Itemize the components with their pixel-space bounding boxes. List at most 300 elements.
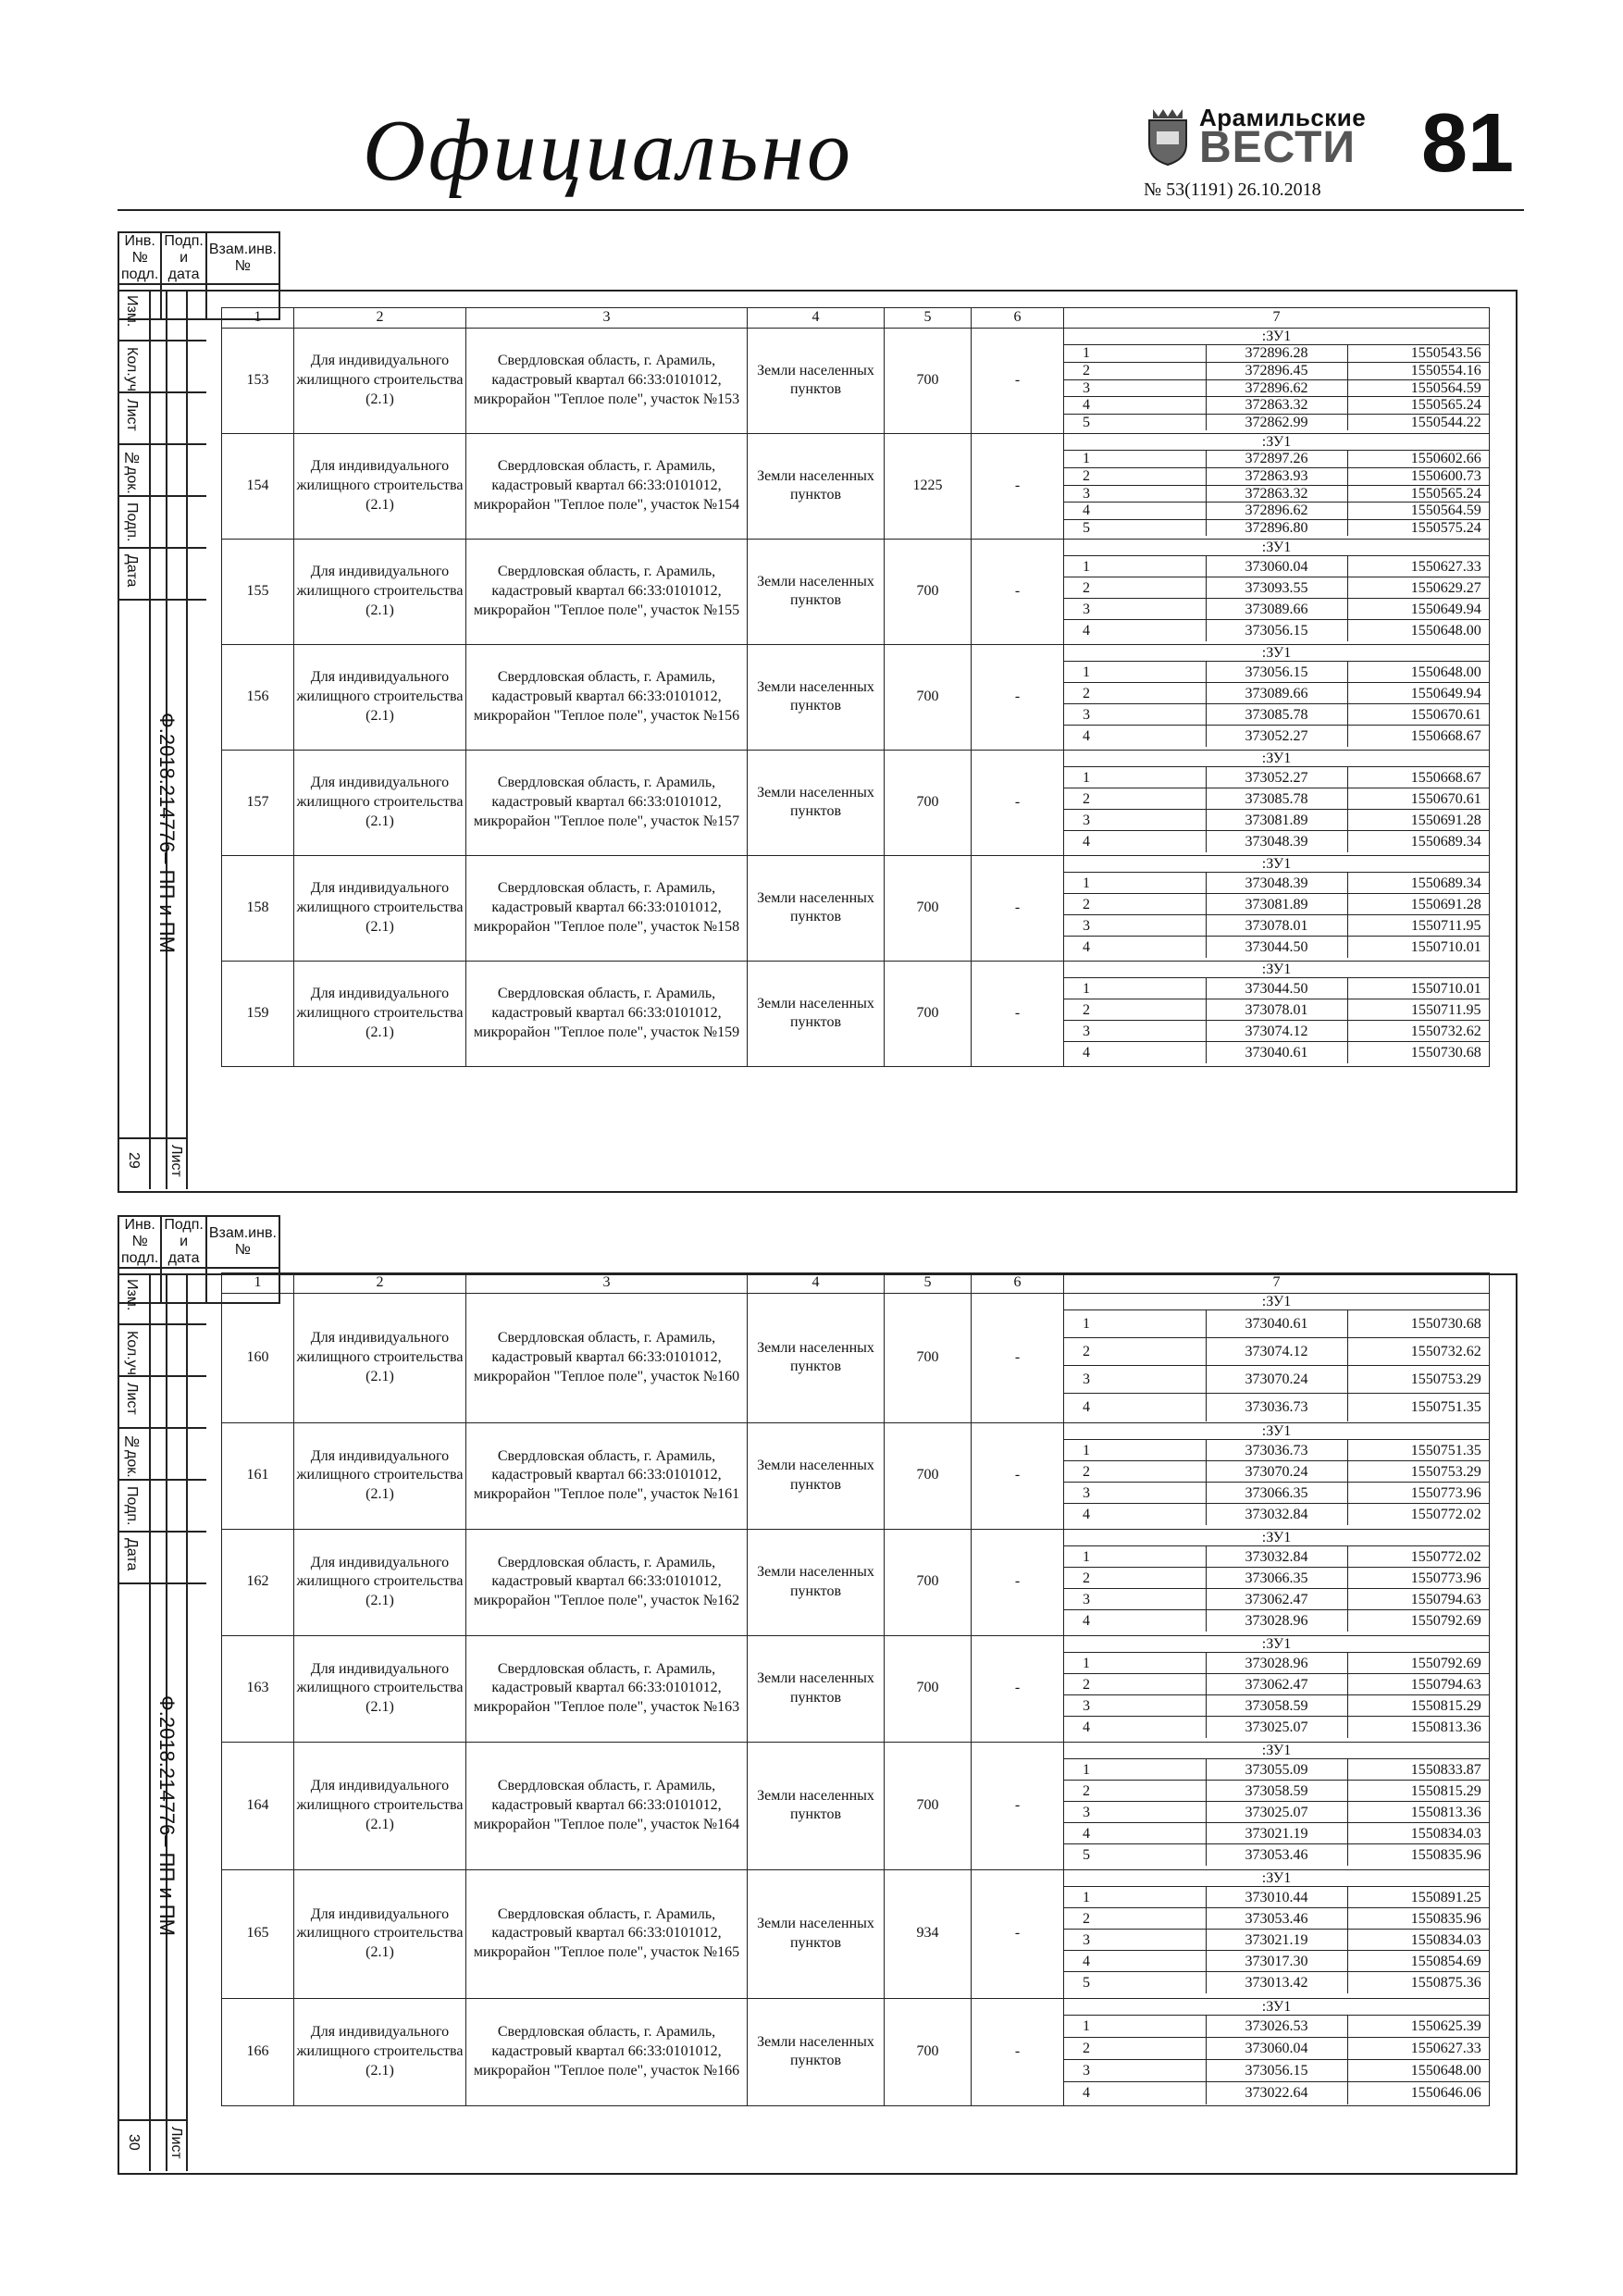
point-y: 1550815.29 xyxy=(1347,1781,1489,1802)
point-index: 4 xyxy=(1064,1504,1206,1525)
point-x: 373025.07 xyxy=(1206,1802,1347,1823)
point-y: 1550730.68 xyxy=(1347,1310,1489,1338)
point-y: 1550751.35 xyxy=(1347,1394,1489,1421)
table-row xyxy=(222,539,1490,644)
point-index: 2 xyxy=(1064,577,1206,599)
point-y: 1550732.62 xyxy=(1347,1338,1489,1366)
point-index: 3 xyxy=(1064,379,1206,397)
coordinates-table xyxy=(1064,751,1489,852)
cell-use: Для индивидуального жилищного строительства (2.1) xyxy=(294,961,466,1066)
table-row xyxy=(222,1998,1490,2105)
cell-num: 157 xyxy=(222,750,294,855)
side-label: №док. xyxy=(124,1434,140,1478)
point-x: 373028.96 xyxy=(1206,1610,1347,1632)
section-title: Официально xyxy=(363,103,854,199)
coordinate-row xyxy=(1064,1717,1489,1738)
coordinate-row xyxy=(1064,414,1489,430)
cadastral-table xyxy=(221,307,1490,1067)
point-index: 4 xyxy=(1064,1610,1206,1632)
point-y: 1550854.69 xyxy=(1347,1951,1489,1972)
coordinate-row xyxy=(1064,1823,1489,1844)
coordinate-row xyxy=(1064,1844,1489,1866)
point-x: 373070.24 xyxy=(1206,1366,1347,1394)
point-y: 1550813.36 xyxy=(1347,1717,1489,1738)
point-y: 1550711.95 xyxy=(1347,999,1489,1021)
header-row xyxy=(222,1273,1490,1294)
cell-address: Свердловская область, г. Арамиль, кадастровый квартал 66:33:0101012, микрорайон "Теплое поле", участок №153 xyxy=(466,328,748,433)
point-index: 5 xyxy=(1064,519,1206,536)
cell-address: Свердловская область, г. Арамиль, кадастровый квартал 66:33:0101012, микрорайон "Теплое поле", участок №155 xyxy=(466,539,748,644)
coordinate-row xyxy=(1064,1504,1489,1525)
cell-use: Для индивидуального жилищного строительства (2.1) xyxy=(294,1869,466,1998)
coordinate-row xyxy=(1064,2060,1489,2082)
coordinates-table xyxy=(1064,1870,1489,1993)
side-label: Дата xyxy=(124,554,140,588)
coordinate-row xyxy=(1064,1021,1489,1042)
point-index: 3 xyxy=(1064,599,1206,620)
cell-address: Свердловская область, г. Арамиль, кадастровый квартал 66:33:0101012, микрорайон "Теплое поле", участок №163 xyxy=(466,1635,748,1742)
point-y: 1550833.87 xyxy=(1347,1759,1489,1781)
side-label: Лист xyxy=(124,399,140,431)
point-index: 3 xyxy=(1064,1802,1206,1823)
point-y: 1550710.01 xyxy=(1347,937,1489,958)
coordinates-cell xyxy=(1064,1998,1490,2105)
point-y: 1550751.35 xyxy=(1347,1440,1489,1461)
point-y: 1550794.63 xyxy=(1347,1589,1489,1610)
cell-num: 153 xyxy=(222,328,294,433)
cell-use: Для индивидуального жилищного строительства (2.1) xyxy=(294,1998,466,2105)
point-y: 1550772.02 xyxy=(1347,1504,1489,1525)
point-index: 3 xyxy=(1064,485,1206,503)
coordinate-row xyxy=(1064,345,1489,363)
side-label: Дата xyxy=(124,1538,140,1571)
cell-address: Свердловская область, г. Арамиль, кадастровый квартал 66:33:0101012, микрорайон "Теплое поле", участок №161 xyxy=(466,1422,748,1529)
coordinate-row xyxy=(1064,1568,1489,1589)
coordinate-row xyxy=(1064,556,1489,577)
point-y: 1550773.96 xyxy=(1347,1568,1489,1589)
coordinate-row xyxy=(1064,2038,1489,2060)
point-index: 1 xyxy=(1064,1887,1206,1908)
cell-area: 700 xyxy=(885,1998,972,2105)
coordinate-row xyxy=(1064,767,1489,788)
parcel-label: :ЗУ1 xyxy=(1261,644,1292,661)
cell-num: 162 xyxy=(222,1529,294,1635)
point-x: 372896.80 xyxy=(1206,519,1347,536)
point-y: 1550813.36 xyxy=(1347,1802,1489,1823)
parcel-label: :ЗУ1 xyxy=(1261,328,1292,344)
point-y: 1550891.25 xyxy=(1347,1887,1489,1908)
parcel-label: :ЗУ1 xyxy=(1261,1529,1292,1545)
column-header: 4 xyxy=(748,1273,885,1294)
point-x: 373022.64 xyxy=(1206,2082,1347,2104)
cell-address: Свердловская область, г. Арамиль, кадастровый квартал 66:33:0101012, микрорайон "Теплое поле", участок №158 xyxy=(466,855,748,961)
coordinate-row xyxy=(1064,1610,1489,1632)
coordinates-table xyxy=(1064,1999,1489,2104)
coordinate-row xyxy=(1064,1759,1489,1781)
point-index: 5 xyxy=(1064,414,1206,430)
logo-top-text: Арамильские xyxy=(1199,104,1367,131)
cell-c6: - xyxy=(972,1635,1064,1742)
point-y: 1550649.94 xyxy=(1347,683,1489,704)
cell-c6: - xyxy=(972,1998,1064,2105)
cell-use: Для индивидуального жилищного строительства (2.1) xyxy=(294,1742,466,1869)
cell-category: Земли населенных пунктов xyxy=(748,961,885,1066)
point-y: 1550732.62 xyxy=(1347,1021,1489,1042)
parcel-label: :ЗУ1 xyxy=(1261,1422,1292,1439)
sheet-label: Лист xyxy=(168,2127,184,2159)
point-y: 1550753.29 xyxy=(1347,1461,1489,1483)
column-header: 6 xyxy=(972,1273,1064,1294)
coordinate-row xyxy=(1064,810,1489,831)
cell-area: 700 xyxy=(885,750,972,855)
cell-num: 160 xyxy=(222,1293,294,1422)
cell-address: Свердловская область, г. Арамиль, кадастровый квартал 66:33:0101012, микрорайон "Теплое поле", участок №160 xyxy=(466,1293,748,1422)
point-x: 372896.45 xyxy=(1206,362,1347,379)
stamp-label: Подп. и дата xyxy=(161,1216,206,1268)
cell-c6: - xyxy=(972,1293,1064,1422)
point-x: 373062.47 xyxy=(1206,1589,1347,1610)
point-x: 372863.32 xyxy=(1206,397,1347,415)
cell-category: Земли населенных пунктов xyxy=(748,539,885,644)
coordinates-table xyxy=(1064,1530,1489,1632)
cell-num: 165 xyxy=(222,1869,294,1998)
point-x: 373081.89 xyxy=(1206,810,1347,831)
coordinates-table xyxy=(1064,1294,1489,1421)
point-x: 373036.73 xyxy=(1206,1394,1347,1421)
point-index: 4 xyxy=(1064,503,1206,520)
parcel-label: :ЗУ1 xyxy=(1261,750,1292,766)
coordinate-row xyxy=(1064,620,1489,641)
point-index: 2 xyxy=(1064,1908,1206,1930)
cell-category: Земли населенных пунктов xyxy=(748,1529,885,1635)
document-code: Ф.2018.214776– ПП и ПМ xyxy=(155,1694,179,1936)
point-x: 372896.28 xyxy=(1206,345,1347,363)
parcel-label: :ЗУ1 xyxy=(1261,1742,1292,1758)
point-x: 373085.78 xyxy=(1206,788,1347,810)
point-index: 3 xyxy=(1064,1483,1206,1504)
side-label: Изм. xyxy=(124,295,140,328)
point-x: 373053.46 xyxy=(1206,1908,1347,1930)
coordinates-cell xyxy=(1064,1635,1490,1742)
cell-area: 700 xyxy=(885,961,972,1066)
point-x: 372863.93 xyxy=(1206,467,1347,485)
coordinate-row xyxy=(1064,1653,1489,1674)
point-index: 2 xyxy=(1064,999,1206,1021)
cell-num: 166 xyxy=(222,1998,294,2105)
column-header: 5 xyxy=(885,308,972,329)
coordinates-table xyxy=(1064,962,1489,1063)
coordinates-cell xyxy=(1064,1742,1490,1869)
point-y: 1550792.69 xyxy=(1347,1653,1489,1674)
coordinates-table xyxy=(1064,1636,1489,1738)
point-index: 3 xyxy=(1064,1366,1206,1394)
point-y: 1550834.03 xyxy=(1347,1930,1489,1951)
coordinate-row xyxy=(1064,937,1489,958)
point-x: 373040.61 xyxy=(1206,1310,1347,1338)
cell-use: Для индивидуального жилищного строительства (2.1) xyxy=(294,1529,466,1635)
coordinate-row xyxy=(1064,1972,1489,1993)
column-header: 5 xyxy=(885,1273,972,1294)
parcel-label: :ЗУ1 xyxy=(1261,1635,1292,1652)
stamp-label: Инв.№ подл. xyxy=(118,1216,161,1268)
coordinates-table xyxy=(1064,329,1489,431)
point-y: 1550649.94 xyxy=(1347,599,1489,620)
cell-c6: - xyxy=(972,433,1064,539)
column-header: 3 xyxy=(466,1273,748,1294)
cell-num: 158 xyxy=(222,855,294,961)
point-index: 5 xyxy=(1064,1844,1206,1866)
cell-num: 161 xyxy=(222,1422,294,1529)
cell-area: 700 xyxy=(885,1635,972,1742)
point-y: 1550730.68 xyxy=(1347,1042,1489,1063)
column-header: 2 xyxy=(294,1273,466,1294)
point-x: 373074.12 xyxy=(1206,1021,1347,1042)
point-x: 373017.30 xyxy=(1206,1951,1347,1972)
point-x: 373070.24 xyxy=(1206,1461,1347,1483)
newspaper-logo xyxy=(1144,102,1375,172)
coordinates-cell xyxy=(1064,433,1490,539)
table-row xyxy=(222,750,1490,855)
coordinate-row xyxy=(1064,1042,1489,1063)
parcel-label: :ЗУ1 xyxy=(1261,539,1292,555)
cell-area: 700 xyxy=(885,1742,972,1869)
parcel-label: :ЗУ1 xyxy=(1261,855,1292,872)
coordinate-row xyxy=(1064,704,1489,726)
point-x: 373052.27 xyxy=(1206,726,1347,747)
point-y: 1550648.00 xyxy=(1347,662,1489,683)
cell-category: Земли населенных пунктов xyxy=(748,644,885,750)
point-x: 373056.15 xyxy=(1206,620,1347,641)
coordinate-row xyxy=(1064,577,1489,599)
cell-area: 1225 xyxy=(885,433,972,539)
coordinate-row xyxy=(1064,1951,1489,1972)
coordinates-cell xyxy=(1064,644,1490,750)
point-x: 373044.50 xyxy=(1206,937,1347,958)
cell-use: Для индивидуального жилищного строительства (2.1) xyxy=(294,433,466,539)
cell-address: Свердловская область, г. Арамиль, кадастровый квартал 66:33:0101012, микрорайон "Теплое поле", участок №157 xyxy=(466,750,748,855)
cell-c6: - xyxy=(972,961,1064,1066)
point-y: 1550753.29 xyxy=(1347,1366,1489,1394)
point-index: 1 xyxy=(1064,873,1206,894)
coordinate-row xyxy=(1064,397,1489,415)
point-y: 1550648.00 xyxy=(1347,2060,1489,2082)
point-x: 373066.35 xyxy=(1206,1483,1347,1504)
point-x: 373093.55 xyxy=(1206,577,1347,599)
cell-category: Земли населенных пунктов xyxy=(748,1422,885,1529)
cell-area: 700 xyxy=(885,855,972,961)
point-x: 373056.15 xyxy=(1206,2060,1347,2082)
coordinate-row xyxy=(1064,683,1489,704)
column-header: 2 xyxy=(294,308,466,329)
point-y: 1550627.33 xyxy=(1347,556,1489,577)
coordinate-row xyxy=(1064,362,1489,379)
point-y: 1550772.02 xyxy=(1347,1546,1489,1568)
coordinate-row xyxy=(1064,2082,1489,2104)
point-index: 1 xyxy=(1064,345,1206,363)
sheet-number-cell xyxy=(118,1137,188,1139)
cell-area: 700 xyxy=(885,539,972,644)
point-y: 1550554.16 xyxy=(1347,362,1489,379)
cell-c6: - xyxy=(972,1869,1064,1998)
cell-address: Свердловская область, г. Арамиль, кадастровый квартал 66:33:0101012, микрорайон "Теплое поле", участок №165 xyxy=(466,1869,748,1998)
coordinates-table xyxy=(1064,856,1489,958)
coordinate-row xyxy=(1064,978,1489,999)
page-number: 81 xyxy=(1421,97,1515,190)
point-index: 3 xyxy=(1064,810,1206,831)
coordinate-row xyxy=(1064,726,1489,747)
table-row xyxy=(222,1869,1490,1998)
cell-category: Земли населенных пунктов xyxy=(748,328,885,433)
coordinate-row xyxy=(1064,1908,1489,1930)
point-index: 1 xyxy=(1064,767,1206,788)
side-label: Подп. xyxy=(124,1486,140,1526)
sheet-number: 29 xyxy=(126,1152,142,1169)
point-x: 373048.39 xyxy=(1206,831,1347,852)
point-y: 1550710.01 xyxy=(1347,978,1489,999)
cell-area: 700 xyxy=(885,644,972,750)
point-x: 373036.73 xyxy=(1206,1440,1347,1461)
coordinate-row xyxy=(1064,1589,1489,1610)
point-x: 373078.01 xyxy=(1206,999,1347,1021)
point-x: 373058.59 xyxy=(1206,1781,1347,1802)
side-label: Изм. xyxy=(124,1279,140,1311)
cell-address: Свердловская область, г. Арамиль, кадастровый квартал 66:33:0101012, микрорайон "Теплое поле", участок №159 xyxy=(466,961,748,1066)
coordinate-row xyxy=(1064,1695,1489,1717)
cell-address: Свердловская область, г. Арамиль, кадастровый квартал 66:33:0101012, микрорайон "Теплое поле", участок №154 xyxy=(466,433,748,539)
point-x: 373085.78 xyxy=(1206,704,1347,726)
cell-area: 700 xyxy=(885,328,972,433)
cell-c6: - xyxy=(972,1529,1064,1635)
coordinate-row xyxy=(1064,1674,1489,1695)
cell-c6: - xyxy=(972,855,1064,961)
point-index: 2 xyxy=(1064,467,1206,485)
point-y: 1550711.95 xyxy=(1347,915,1489,937)
cell-area: 700 xyxy=(885,1293,972,1422)
stamp-label: Взам.инв. № xyxy=(206,232,279,284)
point-x: 373066.35 xyxy=(1206,1568,1347,1589)
point-y: 1550668.67 xyxy=(1347,726,1489,747)
point-x: 373056.15 xyxy=(1206,662,1347,683)
parcel-label: :ЗУ1 xyxy=(1261,1293,1292,1309)
point-y: 1550629.27 xyxy=(1347,577,1489,599)
point-index: 4 xyxy=(1064,397,1206,415)
point-y: 1550794.63 xyxy=(1347,1674,1489,1695)
coordinates-cell xyxy=(1064,1422,1490,1529)
coordinate-row xyxy=(1064,999,1489,1021)
coordinates-cell xyxy=(1064,328,1490,433)
document-code: Ф.2018.214776– ПП и ПМ xyxy=(155,712,179,953)
header-row xyxy=(222,308,1490,329)
coordinate-row xyxy=(1064,1887,1489,1908)
cell-category: Земли населенных пунктов xyxy=(748,855,885,961)
side-label: №док. xyxy=(124,451,140,494)
cell-c6: - xyxy=(972,644,1064,750)
point-x: 373048.39 xyxy=(1206,873,1347,894)
cell-category: Земли населенных пунктов xyxy=(748,1635,885,1742)
cell-category: Земли населенных пунктов xyxy=(748,433,885,539)
table-row xyxy=(222,1422,1490,1529)
point-y: 1550668.67 xyxy=(1347,767,1489,788)
coordinates-cell xyxy=(1064,1293,1490,1422)
point-index: 2 xyxy=(1064,1461,1206,1483)
point-x: 373062.47 xyxy=(1206,1674,1347,1695)
point-index: 2 xyxy=(1064,788,1206,810)
sheet-number-cell xyxy=(118,2119,188,2121)
table-row xyxy=(222,1635,1490,1742)
point-x: 372863.32 xyxy=(1206,485,1347,503)
parcel-label: :ЗУ1 xyxy=(1261,1998,1292,2015)
sheet-label: Лист xyxy=(168,1145,184,1177)
point-index: 4 xyxy=(1064,1394,1206,1421)
cell-use: Для индивидуального жилищного строительства (2.1) xyxy=(294,539,466,644)
parcel-label: :ЗУ1 xyxy=(1261,1869,1292,1886)
point-y: 1550564.59 xyxy=(1347,379,1489,397)
point-x: 373021.19 xyxy=(1206,1930,1347,1951)
point-index: 4 xyxy=(1064,1042,1206,1063)
point-index: 1 xyxy=(1064,2016,1206,2038)
cell-c6: - xyxy=(972,328,1064,433)
cell-c6: - xyxy=(972,750,1064,855)
point-x: 373052.27 xyxy=(1206,767,1347,788)
point-index: 3 xyxy=(1064,2060,1206,2082)
point-x: 373025.07 xyxy=(1206,1717,1347,1738)
coordinates-cell xyxy=(1064,539,1490,644)
cell-use: Для индивидуального жилищного строительства (2.1) xyxy=(294,328,466,433)
point-x: 372897.26 xyxy=(1206,451,1347,468)
coordinate-row xyxy=(1064,485,1489,503)
point-index: 2 xyxy=(1064,1674,1206,1695)
coordinates-cell xyxy=(1064,1869,1490,1998)
sheet-number: 30 xyxy=(126,2134,142,2151)
coordinate-row xyxy=(1064,599,1489,620)
point-index: 3 xyxy=(1064,1589,1206,1610)
coordinate-row xyxy=(1064,915,1489,937)
point-y: 1550627.33 xyxy=(1347,2038,1489,2060)
cell-address: Свердловская область, г. Арамиль, кадастровый квартал 66:33:0101012, микрорайон "Теплое поле", участок №156 xyxy=(466,644,748,750)
column-header: 6 xyxy=(972,308,1064,329)
column-header: 4 xyxy=(748,308,885,329)
point-index: 5 xyxy=(1064,1972,1206,1993)
point-index: 1 xyxy=(1064,662,1206,683)
coordinate-row xyxy=(1064,2016,1489,2038)
point-y: 1550565.24 xyxy=(1347,485,1489,503)
coordinate-row xyxy=(1064,1440,1489,1461)
point-x: 373074.12 xyxy=(1206,1338,1347,1366)
point-index: 3 xyxy=(1064,704,1206,726)
cell-use: Для индивидуального жилищного строительства (2.1) xyxy=(294,1635,466,1742)
point-y: 1550670.61 xyxy=(1347,704,1489,726)
point-index: 3 xyxy=(1064,915,1206,937)
point-x: 373013.42 xyxy=(1206,1972,1347,1993)
cell-c6: - xyxy=(972,1742,1064,1869)
point-index: 2 xyxy=(1064,2038,1206,2060)
coordinate-row xyxy=(1064,894,1489,915)
table-row xyxy=(222,328,1490,433)
side-label: Кол.уч xyxy=(124,347,140,391)
point-index: 2 xyxy=(1064,1338,1206,1366)
stamp-label: Взам.инв. № xyxy=(206,1216,279,1268)
cell-num: 159 xyxy=(222,961,294,1066)
point-x: 372896.62 xyxy=(1206,379,1347,397)
stamp-label: Подп. и дата xyxy=(161,232,206,284)
point-x: 373060.04 xyxy=(1206,2038,1347,2060)
coordinates-cell xyxy=(1064,961,1490,1066)
point-x: 372862.99 xyxy=(1206,414,1347,430)
coordinate-row xyxy=(1064,519,1489,536)
point-index: 1 xyxy=(1064,1546,1206,1568)
cell-address: Свердловская область, г. Арамиль, кадастровый квартал 66:33:0101012, микрорайон "Теплое поле", участок №162 xyxy=(466,1529,748,1635)
cell-category: Земли населенных пунктов xyxy=(748,1293,885,1422)
